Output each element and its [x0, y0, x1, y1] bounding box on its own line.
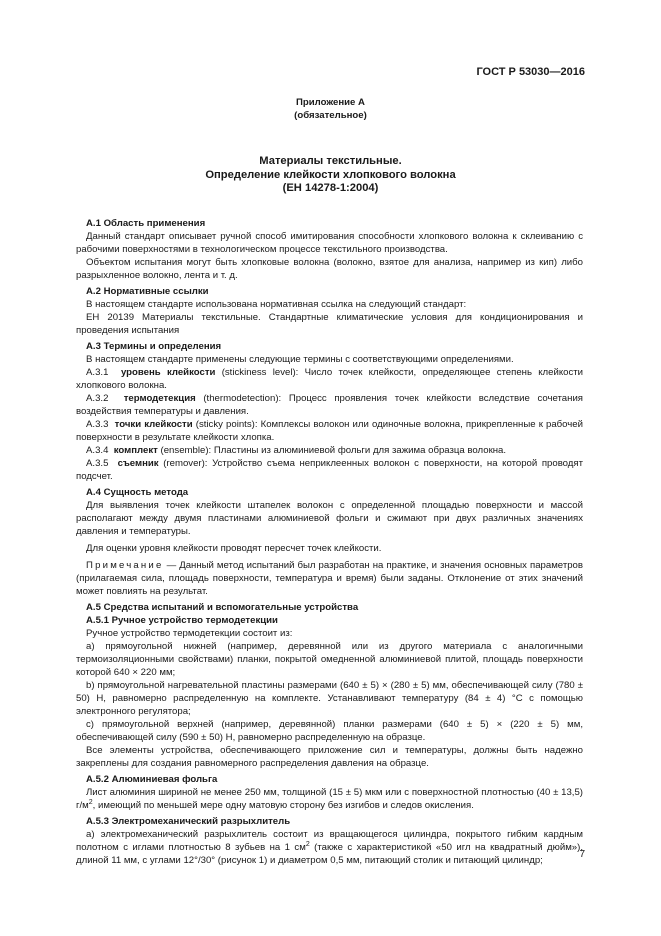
term-definition: [76, 418, 583, 444]
term-definition: [76, 366, 583, 392]
section-heading: А.5 Средства испытаний и вспомогательные устройства: [86, 602, 359, 613]
section-heading: А.1 Область применения: [86, 218, 206, 229]
term: комплект: [113, 445, 158, 456]
title-line-3: (ЕН 14278-1:2004): [282, 182, 379, 194]
paragraph: Данный стандарт описывает ручной способ имитирования способности хлопкового волокна к склеиванию с рабочими поверхностями в технологическом процессе текстильного производства.: [76, 231, 583, 255]
subsection-heading: А.5.3 Электромеханический разрыхлитель: [86, 816, 291, 827]
annex-label: Приложение А: [296, 97, 365, 108]
term-number: А.3.2: [86, 393, 109, 404]
paragraph: Все элементы устройства, обеспечивающего приложение сил и температуры, должны быть надежно закреплены для создания равномерного распределения давления на образце.: [76, 745, 583, 769]
standard-number: ГОСТ Р 53030—2016: [476, 66, 585, 78]
paragraph: [76, 786, 583, 812]
paragraph: Ручное устройство термодетекции состоит из:: [86, 628, 293, 639]
superscript: 2: [88, 799, 93, 806]
foil-text-end: , имеющий по меньшей мере одну матовую сторону без изгибов и следов окисления.: [92, 800, 474, 811]
subsection-heading: А.5.1 Ручное устройство термодетекции: [86, 615, 278, 626]
paragraph: Для оценки уровня клейкости проводят пересчет точек клейкости.: [86, 543, 382, 554]
term: термодетекция: [123, 393, 196, 404]
annex-kind: (обязательное): [294, 110, 367, 121]
annex-heading: [0, 96, 661, 122]
term-text: (ensemble): Пластины из алюминиевой фольги для зажима образца волокна.: [157, 445, 507, 456]
term-number: А.3.5: [86, 458, 109, 469]
paragraph: В настоящем стандарте применены следующие термины с соответствующими определениями.: [86, 354, 514, 365]
list-item: c) прямоугольной верхней (например, деревянной) планки размерами (640 ± 5) × (220 ± 5) мм, обеспечивающей силу (590 ± 50) Н, равномерно распределенную на образце.: [76, 719, 583, 743]
subsection-heading: А.5.2 Алюминиевая фольга: [86, 774, 218, 785]
title-line-2: Определение клейкости хлопкового волокна: [205, 168, 456, 181]
term-text: (remover): Устройство съема неприклеенных волокон с поверхности, на которой проводят подсчет.: [76, 458, 583, 482]
term-number: А.3.1: [86, 367, 109, 378]
note-text: — Данный метод испытаний был разработан на практике, и значения основных параметров (прилагаемая сила, площадь поверхности, температура и время) были заданы. Отклонение от этих значений может повлиять на результат.: [76, 560, 583, 597]
paragraph: ЕН 20139 Материалы текстильные. Стандартные климатические условия для кондиционирования и проведения испытания: [76, 312, 583, 336]
page-number: 7: [579, 849, 585, 860]
term: точки клейкости: [114, 419, 193, 430]
term-number: А.3.4: [86, 445, 109, 456]
section-heading: А.2 Нормативные ссылки: [86, 286, 209, 297]
term-text: (stickiness level): Число точек клейкости, определяющее степень клейкости хлопкового волокна.: [76, 367, 584, 391]
term-text: (thermodetection): Процесс проявления точек клейкости вследствие сочетания воздействия температуры и давления.: [76, 393, 583, 417]
superscript: 2: [305, 841, 310, 848]
annex-title: [0, 155, 661, 196]
term-definition: [76, 457, 583, 483]
term-number: А.3.3: [86, 419, 109, 430]
list-item: а) прямоугольной нижней (например, деревянной или из другого материала с аналогичными термоизоляционными свойствами) планки, покрытой омедненной алюминиевой плитой, площадь поверхности которой 640 × 220 мм;: [76, 641, 583, 678]
list-item: [76, 828, 583, 867]
foil-text: Лист алюминия шириной не менее 250 мм, толщиной (15 ± 5) мкм или с поверхностной плотностью (40 ± 13,5) г/м: [76, 787, 583, 811]
paragraph: В настоящем стандарте использована нормативная ссылка на следующий стандарт:: [86, 299, 467, 310]
section-heading: А.4 Сущность метода: [86, 487, 189, 498]
note-label: Примечание: [86, 560, 164, 571]
term: уровень клейкости: [120, 367, 216, 378]
list-item: b) прямоугольной нагревательной пластины размерами (640 ± 5) × (280 ± 5) мм, обеспечивающей силу (780 ± 50) Н, равномерно распределенную на комплекте. Устанавливают температуру (84 ± 4) °С с помощью электронного регулятора;: [76, 680, 583, 717]
term-definition: [76, 444, 583, 457]
paragraph: Для выявления точек клейкости штапелек волокон с определенной площадью поверхности и массой располагают между двумя пластинами алюминиевой фольги и сжимают при двух различных значениях давления и температуры.: [76, 500, 583, 537]
note: [76, 559, 583, 598]
term-definition: [76, 392, 583, 418]
opener-text-end: (также с характеристикой «50 игл на квадратный дюйм»), длиной 11 мм, с углами 12°/30° (рисунок 1) и диаметром 0,5 мм, питающий столик и питающий цилиндр;: [76, 842, 583, 866]
document-body: [76, 214, 583, 867]
section-heading: А.3 Термины и определения: [86, 341, 222, 352]
opener-text: а) электромеханический разрыхлитель состоит из вращающегося цилиндра, покрытого гибким кардным полотном с иглами плотностью 8 зубьев на 1 см: [76, 829, 583, 853]
term-text: (sticky points): Комплексы волокон или одиночные волокна, прикрепленные к рабочей поверхности в результате клейкости хлопка.: [76, 419, 583, 443]
term: съемник: [117, 458, 159, 469]
paragraph: Объектом испытания могут быть хлопковые волокна (волокно, взятое для анализа, например из кип) либо разрыхленное волокно, лента и т. д.: [76, 257, 583, 281]
title-line-1: Материалы текстильные.: [259, 155, 402, 167]
